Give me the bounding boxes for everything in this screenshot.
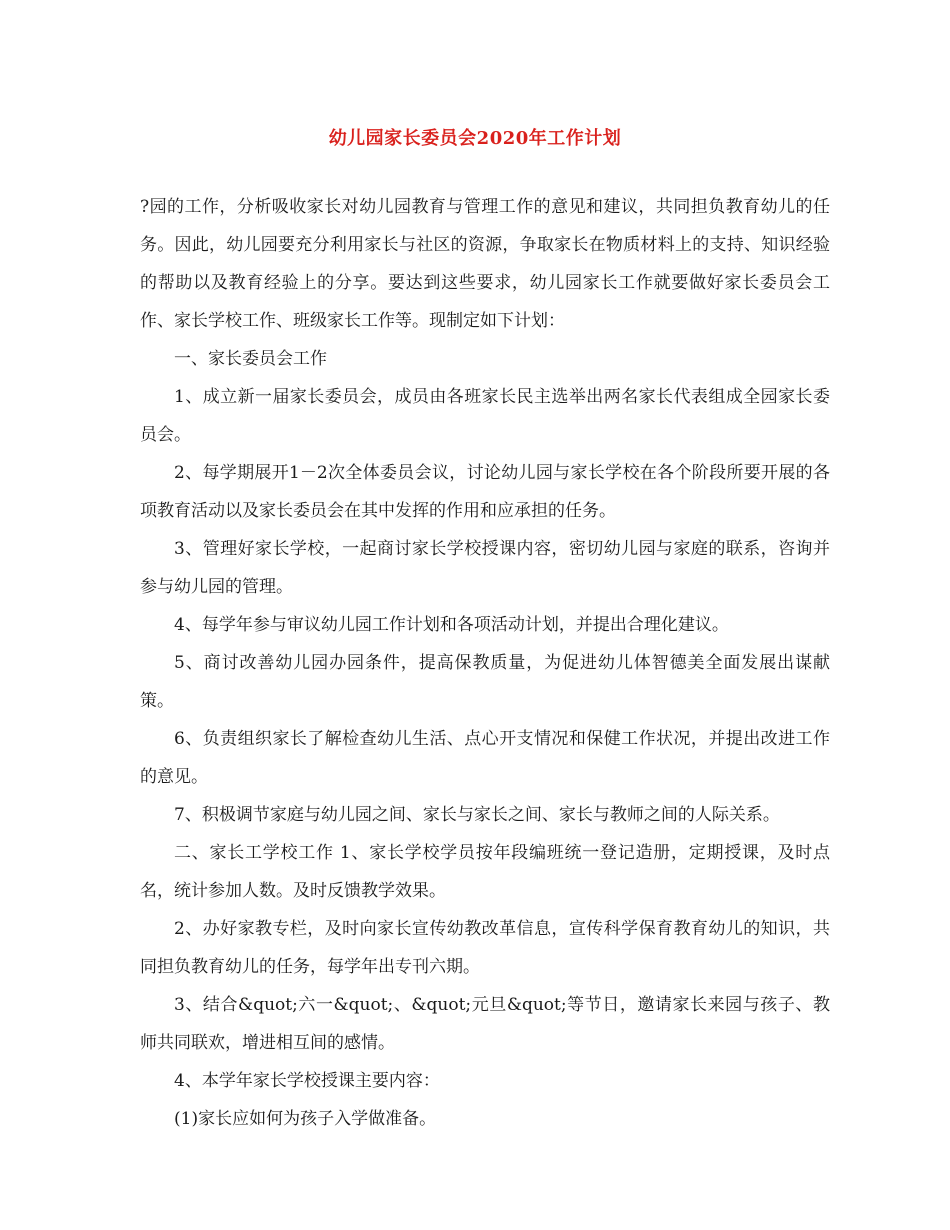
- document-title: 幼儿园家长委员会2020年工作计划: [328, 128, 622, 149]
- paragraph-item-3: 3、管理好家长学校，一起商讨家长学校授课内容，密切幼儿园与家庭的联系，咨询并参与幼儿园的管理。: [140, 539, 830, 597]
- paragraph-item-6: 6、负责组织家长了解检查幼儿生活、点心开支情况和保健工作状况，并提出改进工作的意见。: [140, 729, 830, 787]
- paragraph-school-item-2: 2、办好家教专栏，及时向家长宣传幼教改革信息，宣传科学保育教育幼儿的知识，共同担负教育幼儿的任务，每学年出专刊六期。: [140, 919, 830, 977]
- paragraph-item-2: 2、每学期展开1－2次全体委员会议，讨论幼儿园与家长学校在各个阶段所要开展的各项教育活动以及家长委员会在其中发挥的作用和应承担的任务。: [140, 463, 830, 521]
- paragraph-item-1: 1、成立新一届家长委员会，成员由各班家长民主选举出两名家长代表组成全园家长委员会。: [140, 387, 830, 445]
- paragraph-item-7: 7、积极调节家庭与幼儿园之间、家长与家长之间、家长与教师之间的人际关系。: [174, 805, 780, 825]
- paragraph-school-item-4: 4、本学年家长学校授课主要内容：: [174, 1071, 440, 1091]
- paragraph-school-item-3: 3、结合&quot;六一&quot;、&quot;元旦&quot;等节日，邀请家长来园与孩子、教师共同联欢，增进相互间的感情。: [140, 995, 830, 1053]
- section-heading-committee: 一、家长委员会工作: [174, 349, 327, 369]
- paragraph-item-4: 4、每学年参与审议幼儿园工作计划和各项活动计划，并提出合理化建议。: [174, 615, 729, 635]
- paragraph-course-1: (1)家长应如何为孩子入学做准备。: [174, 1109, 437, 1129]
- paragraph-intro: ?园的工作，分析吸收家长对幼儿园教育与管理工作的意见和建议，共同担负教育幼儿的任务。因此，幼儿园要充分利用家长与社区的资源，争取家长在物质材料上的支持、知识经验的帮助以及教育经验上的分享。要达到这些要求，幼儿园家长工作就要做好家长委员会工作、家长学校工作、班级家长工作等。现制定如下计划：: [140, 197, 830, 331]
- document-body: [140, 188, 830, 1138]
- paragraph-item-5: 5、商讨改善幼儿园办园条件，提高保教质量，为促进幼儿体智德美全面发展出谋献策。: [140, 653, 830, 711]
- section-heading-parent-school: 二、家长工学校工作 1、家长学校学员按年段编班统一登记造册，定期授课，及时点名，统计参加人数。及时反馈教学效果。: [140, 843, 830, 901]
